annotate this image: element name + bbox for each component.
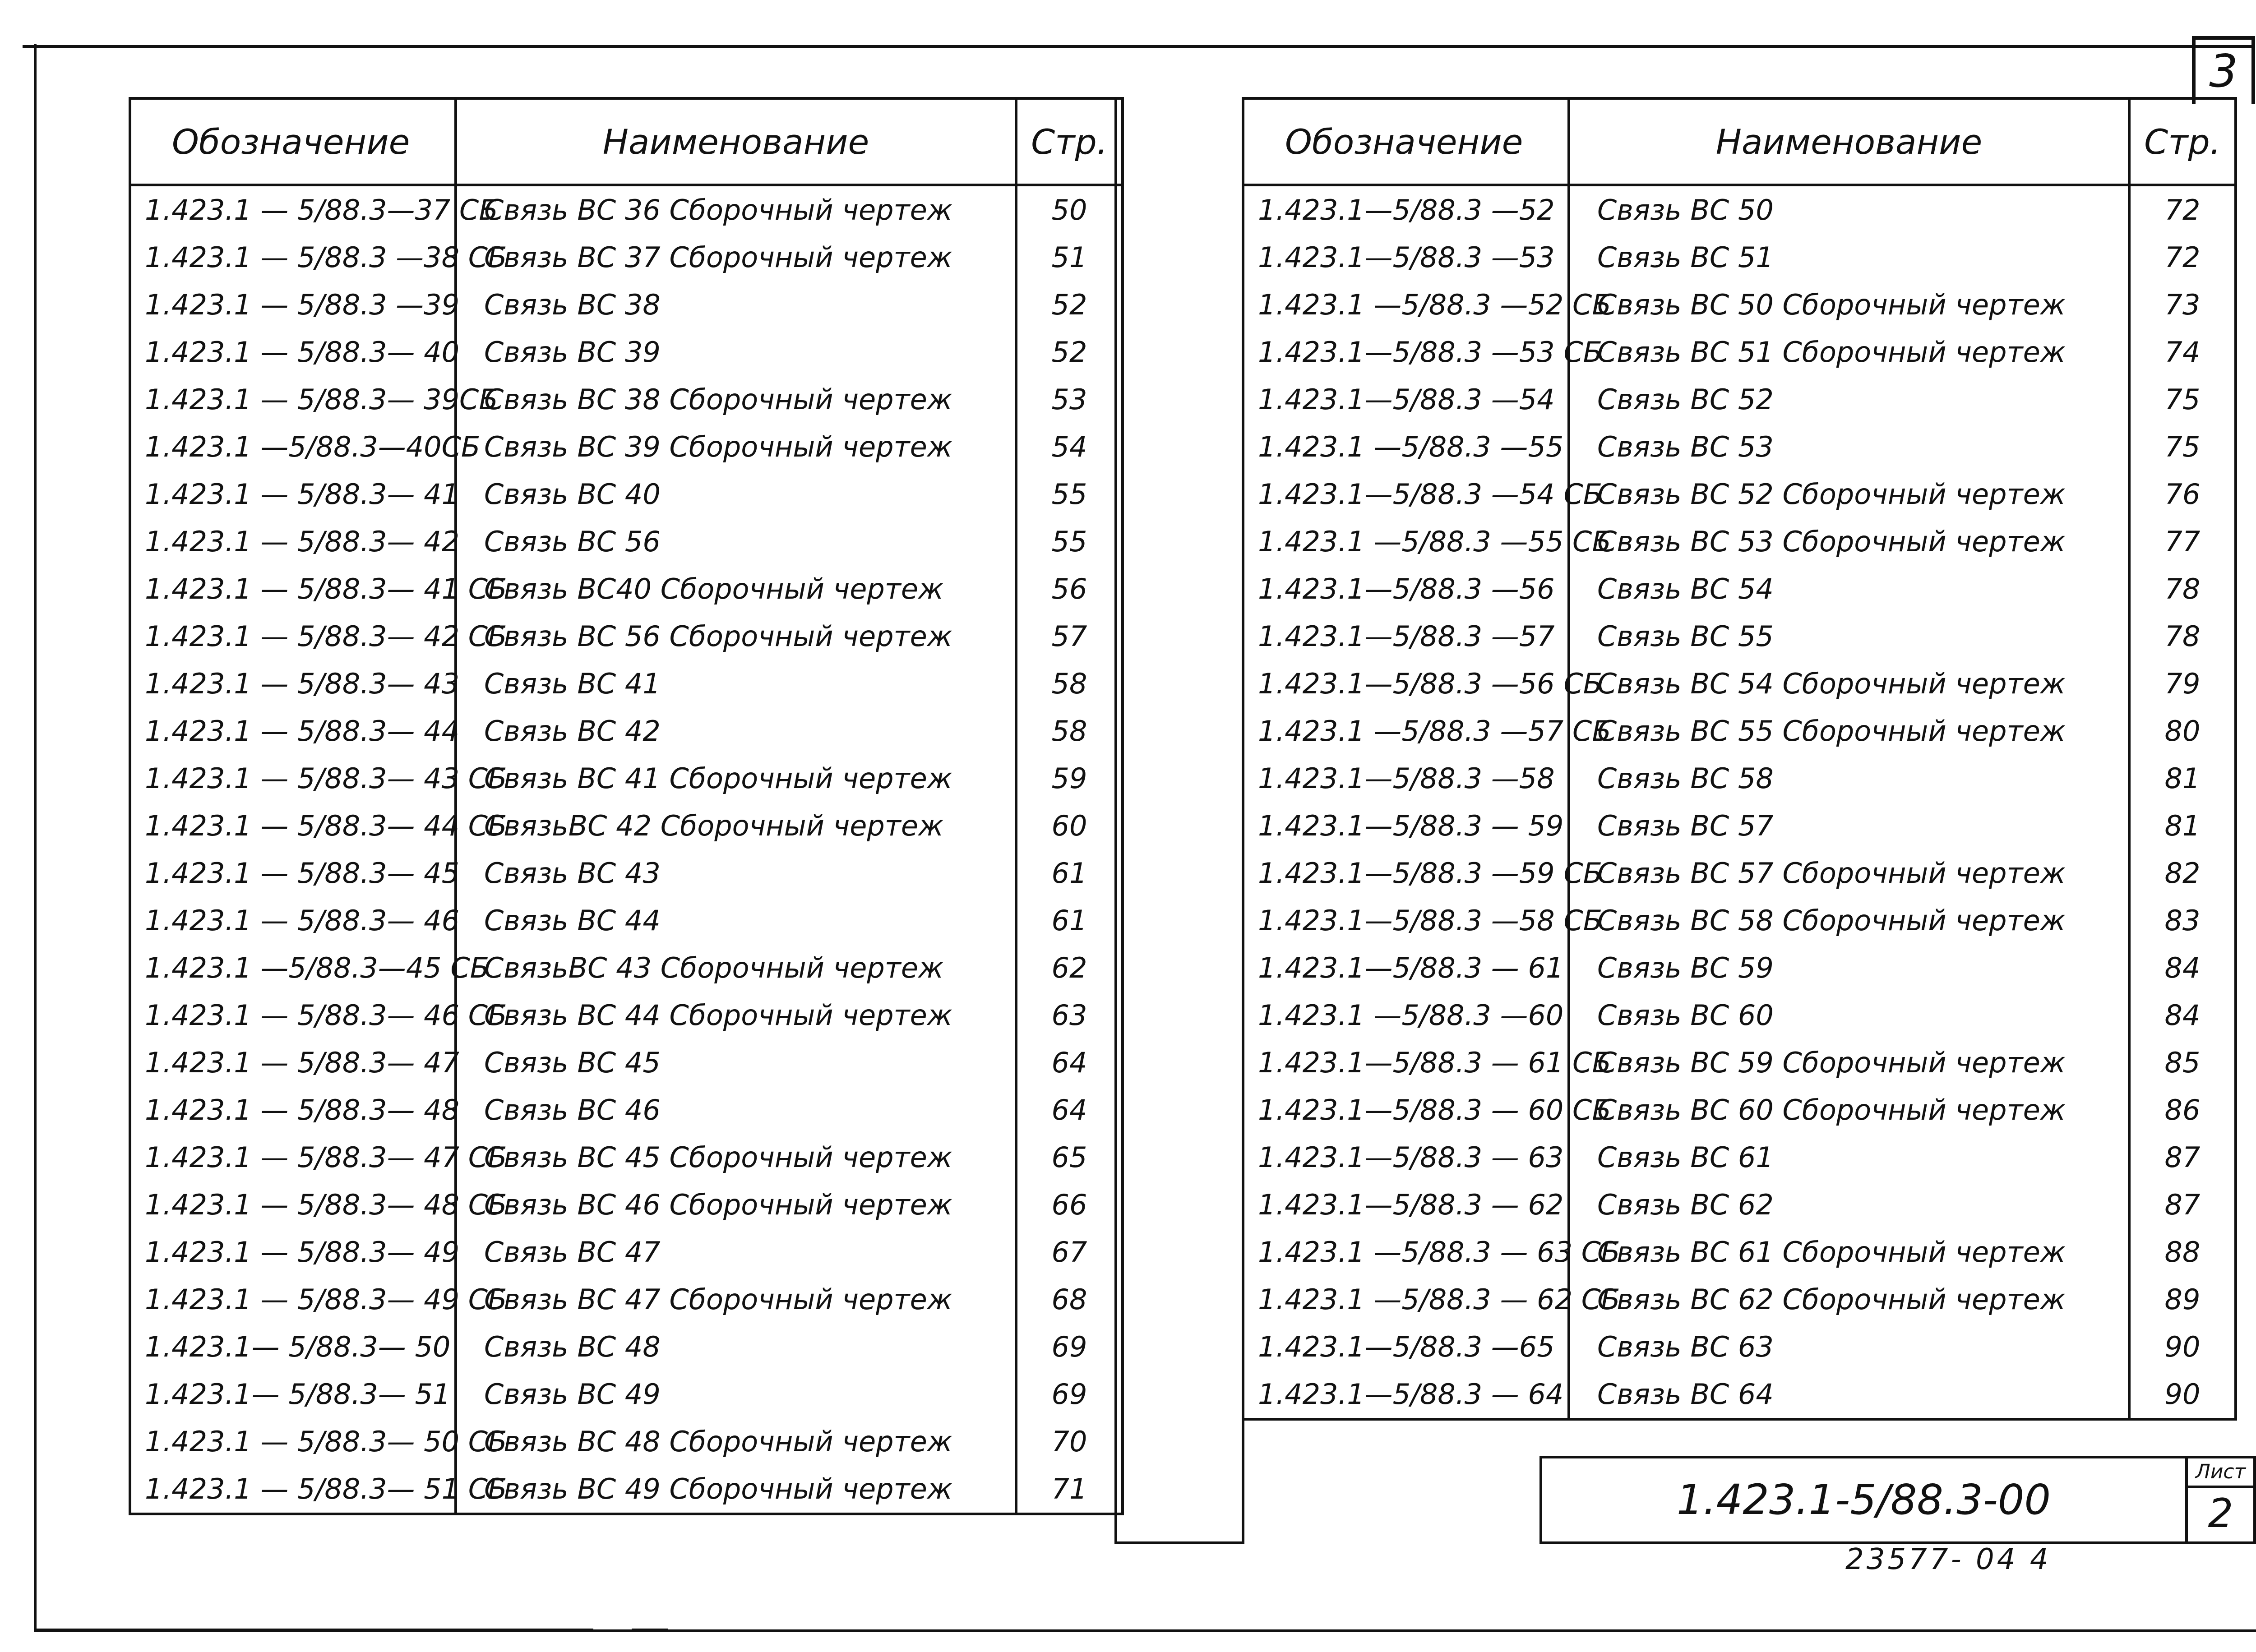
row-code: 1.423.1—5/88.3 —53 — [1243, 234, 1569, 281]
row-page: 71 — [1016, 1465, 1123, 1514]
row-page: 55 — [1016, 471, 1123, 518]
row-code: 1.423.1—5/88.3 —53 СБ — [1243, 328, 1569, 376]
row-page: 73 — [2129, 281, 2236, 328]
row-name: Связь ВС 52 Сборочный чертеж — [1569, 471, 2129, 518]
row-name: Связь ВС 44 — [456, 897, 1016, 944]
row-name: Связь ВС40 Сборочный чертеж — [456, 565, 1016, 613]
row-name: СвязьВС 43 Сборочный чертеж — [456, 944, 1016, 992]
table-row — [1243, 897, 2236, 944]
table-row — [1243, 992, 2236, 1039]
row-page: 66 — [1016, 1181, 1123, 1228]
table-row — [130, 707, 1123, 755]
row-code: 1.423.1 — 5/88.3— 47 СБ — [130, 1134, 456, 1181]
row-code: 1.423.1—5/88.3 —54 — [1243, 376, 1569, 423]
row-name: Связь ВС 60 Сборочный чертеж — [1569, 1086, 2129, 1134]
row-code: 1.423.1 — 5/88.3— 46 — [130, 897, 456, 944]
table-row — [130, 992, 1123, 1039]
row-name: Связь ВС 54 Сборочный чертеж — [1569, 660, 2129, 707]
row-name: Связь ВС 62 Сборочный чертеж — [1569, 1276, 2129, 1323]
row-name: Связь ВС 55 — [1569, 613, 2129, 660]
row-page: 56 — [1016, 565, 1123, 613]
row-code: 1.423.1 — 5/88.3— 42 СБ — [130, 613, 456, 660]
row-page: 69 — [1016, 1323, 1123, 1371]
row-page: 87 — [2129, 1134, 2236, 1181]
row-page: 81 — [2129, 755, 2236, 802]
row-name: Связь ВС 46 Сборочный чертеж — [456, 1181, 1016, 1228]
bottom-border-line — [34, 1629, 593, 1631]
row-name: Связь ВС 48 Сборочный чертеж — [456, 1418, 1016, 1465]
row-code: 1.423.1 — 5/88.3— 48 — [130, 1086, 456, 1134]
row-code: 1.423.1—5/88.3 — 60 СБ — [1243, 1086, 1569, 1134]
row-name: Связь ВС 53 Сборочный чертеж — [1569, 518, 2129, 565]
table-row — [1243, 234, 2236, 281]
table-row — [1243, 328, 2236, 376]
table-row — [130, 944, 1123, 992]
row-code: 1.423.1—5/88.3 —58 — [1243, 755, 1569, 802]
row-name: Связь ВС 38 Сборочный чертеж — [456, 376, 1016, 423]
row-page: 90 — [2129, 1323, 2236, 1371]
left-index-table — [129, 97, 1124, 1515]
row-code: 1.423.1—5/88.3 —58 СБ — [1243, 897, 1569, 944]
header-name: Наименование — [1569, 98, 2129, 185]
row-name: Связь ВС 38 — [456, 281, 1016, 328]
row-page: 82 — [2129, 849, 2236, 897]
table-row — [130, 328, 1123, 376]
row-page: 80 — [2129, 707, 2236, 755]
row-code: 1.423.1 — 5/88.3— 49 — [130, 1228, 456, 1276]
row-code: 1.423.1 — 5/88.3— 50 СБ — [130, 1418, 456, 1465]
row-name: Связь ВС 41 — [456, 660, 1016, 707]
row-code: 1.423.1—5/88.3 —65 — [1243, 1323, 1569, 1371]
row-code: 1.423.1— 5/88.3— 51 — [130, 1371, 456, 1418]
row-name: Связь ВС 44 Сборочный чертеж — [456, 992, 1016, 1039]
row-code: 1.423.1 —5/88.3 —55 СБ — [1243, 518, 1569, 565]
row-name: Связь ВС 41 Сборочный чертеж — [456, 755, 1016, 802]
table-row — [1243, 1086, 2236, 1134]
table-row — [130, 660, 1123, 707]
row-name: Связь ВС 45 — [456, 1039, 1016, 1086]
row-code: 1.423.1 — 5/88.3—37 СБ — [130, 185, 456, 234]
column-separator-bottom — [1114, 1541, 1244, 1544]
table-row — [1243, 185, 2236, 234]
row-page: 67 — [1016, 1228, 1123, 1276]
row-page: 90 — [2129, 1371, 2236, 1419]
row-name: Связь ВС 49 Сборочный чертеж — [456, 1465, 1016, 1514]
table-row — [130, 471, 1123, 518]
row-code: 1.423.1—5/88.3 —57 — [1243, 613, 1569, 660]
row-page: 57 — [1016, 613, 1123, 660]
row-page: 86 — [2129, 1086, 2236, 1134]
table-row — [130, 185, 1123, 234]
row-page: 72 — [2129, 234, 2236, 281]
row-name: Связь ВС 39 Сборочный чертеж — [456, 423, 1016, 471]
row-name: Связь ВС 45 Сборочный чертеж — [456, 1134, 1016, 1181]
table-row — [1243, 1323, 2236, 1371]
row-name: Связь ВС 49 — [456, 1371, 1016, 1418]
table-row — [1243, 613, 2236, 660]
row-name: СвязьВС 42 Сборочный чертеж — [456, 802, 1016, 849]
table-row — [130, 376, 1123, 423]
corner-sheet-number: 3 — [2192, 36, 2255, 104]
row-page: 61 — [1016, 849, 1123, 897]
row-code: 1.423.1—5/88.3 — 62 — [1243, 1181, 1569, 1228]
right-index-table — [1242, 97, 2237, 1421]
sheet-number: 2 — [2208, 1490, 2233, 1537]
document-code: 1.423.1-5/88.3-00 — [1677, 1476, 2051, 1524]
row-page: 69 — [1016, 1371, 1123, 1418]
row-page: 70 — [1016, 1418, 1123, 1465]
row-name: Связь ВС 58 Сборочный чертеж — [1569, 897, 2129, 944]
row-page: 72 — [2129, 185, 2236, 234]
row-page: 59 — [1016, 755, 1123, 802]
row-page: 68 — [1016, 1276, 1123, 1323]
row-code: 1.423.1 —5/88.3 — 63 СБ — [1243, 1228, 1569, 1276]
row-code: 1.423.1 — 5/88.3— 47 — [130, 1039, 456, 1086]
table-row — [130, 565, 1123, 613]
row-code: 1.423.1 —5/88.3 —60 — [1243, 992, 1569, 1039]
row-name: Связь ВС 40 — [456, 471, 1016, 518]
row-page: 75 — [2129, 423, 2236, 471]
row-name: Связь ВС 37 Сборочный чертеж — [456, 234, 1016, 281]
row-page: 79 — [2129, 660, 2236, 707]
row-code: 1.423.1—5/88.3 —59 СБ — [1243, 849, 1569, 897]
row-page: 64 — [1016, 1039, 1123, 1086]
row-name: Связь ВС 50 Сборочный чертеж — [1569, 281, 2129, 328]
table-header-row — [1243, 98, 2236, 185]
row-code: 1.423.1 — 5/88.3— 43 СБ — [130, 755, 456, 802]
table-row — [1243, 944, 2236, 992]
header-page: Стр. — [1016, 98, 1123, 185]
table-row — [130, 1228, 1123, 1276]
table-row — [130, 1134, 1123, 1181]
row-name: Связь ВС 60 — [1569, 992, 2129, 1039]
row-name: Связь ВС 43 — [456, 849, 1016, 897]
row-code: 1.423.1—5/88.3 — 64 — [1243, 1371, 1569, 1419]
table-row — [1243, 423, 2236, 471]
row-page: 52 — [1016, 328, 1123, 376]
table-row — [1243, 1181, 2236, 1228]
row-page: 53 — [1016, 376, 1123, 423]
table-row — [1243, 471, 2236, 518]
table-row — [130, 1039, 1123, 1086]
row-code: 1.423.1 — 5/88.3— 41 — [130, 471, 456, 518]
table-row — [130, 849, 1123, 897]
row-code: 1.423.1 — 5/88.3— 42 — [130, 518, 456, 565]
row-page: 61 — [1016, 897, 1123, 944]
row-name: Связь ВС 36 Сборочный чертеж — [456, 185, 1016, 234]
row-code: 1.423.1 — 5/88.3 —38 СБ — [130, 234, 456, 281]
table-row — [1243, 707, 2236, 755]
row-page: 83 — [2129, 897, 2236, 944]
row-page: 75 — [2129, 376, 2236, 423]
table-row — [1243, 1228, 2236, 1276]
row-page: 50 — [1016, 185, 1123, 234]
table-row — [130, 1086, 1123, 1134]
row-code: 1.423.1 — 5/88.3— 48 СБ — [130, 1181, 456, 1228]
row-code: 1.423.1—5/88.3 —54 СБ — [1243, 471, 1569, 518]
table-row — [130, 897, 1123, 944]
row-code: 1.423.1—5/88.3 — 59 — [1243, 802, 1569, 849]
table-row — [130, 802, 1123, 849]
table-row — [1243, 660, 2236, 707]
row-name: Связь ВС 59 — [1569, 944, 2129, 992]
row-page: 85 — [2129, 1039, 2236, 1086]
row-page: 76 — [2129, 471, 2236, 518]
table-row — [130, 1371, 1123, 1418]
row-name: Связь ВС 56 Сборочный чертеж — [456, 613, 1016, 660]
row-code: 1.423.1 — 5/88.3— 45 — [130, 849, 456, 897]
row-code: 1.423.1 — 5/88.3— 49 СБ — [130, 1276, 456, 1323]
row-name: Связь ВС 61 — [1569, 1134, 2129, 1181]
row-page: 89 — [2129, 1276, 2236, 1323]
row-name: Связь ВС 50 — [1569, 185, 2129, 234]
row-code: 1.423.1 — 5/88.3— 51 СБ — [130, 1465, 456, 1514]
row-name: Связь ВС 54 — [1569, 565, 2129, 613]
row-page: 84 — [2129, 992, 2236, 1039]
header-code: Обозначение — [130, 98, 456, 185]
row-name: Связь ВС 63 — [1569, 1323, 2129, 1371]
header-page: Стр. — [2129, 98, 2236, 185]
table-row — [1243, 1134, 2236, 1181]
row-page: 60 — [1016, 802, 1123, 849]
row-name: Связь ВС 39 — [456, 328, 1016, 376]
row-name: Связь ВС 64 — [1569, 1371, 2129, 1419]
table-row — [130, 755, 1123, 802]
table-row — [130, 613, 1123, 660]
row-code: 1.423.1 —5/88.3 —57 СБ — [1243, 707, 1569, 755]
row-page: 88 — [2129, 1228, 2236, 1276]
row-page: 77 — [2129, 518, 2236, 565]
row-name: Связь ВС 61 Сборочный чертеж — [1569, 1228, 2129, 1276]
row-code: 1.423.1 — 5/88.3— 46 СБ — [130, 992, 456, 1039]
sheet-label: Лист — [2188, 1458, 2253, 1488]
row-page: 78 — [2129, 613, 2236, 660]
row-code: 1.423.1 —5/88.3—45 СБ — [130, 944, 456, 992]
row-page: 81 — [2129, 802, 2236, 849]
table-row — [1243, 1039, 2236, 1086]
table-row — [1243, 281, 2236, 328]
row-name: Связь ВС 55 Сборочный чертеж — [1569, 707, 2129, 755]
row-page: 74 — [2129, 328, 2236, 376]
row-code: 1.423.1— 5/88.3— 50 — [130, 1323, 456, 1371]
row-code: 1.423.1 — 5/88.3— 43 — [130, 660, 456, 707]
table-row — [1243, 849, 2236, 897]
row-code: 1.423.1—5/88.3 — 63 — [1243, 1134, 1569, 1181]
row-name: Связь ВС 48 — [456, 1323, 1016, 1371]
row-page: 58 — [1016, 707, 1123, 755]
header-name: Наименование — [456, 98, 1016, 185]
row-code: 1.423.1 — 5/88.3— 41 СБ — [130, 565, 456, 613]
column-separator-right — [1242, 97, 1244, 1544]
table-row — [1243, 802, 2236, 849]
row-page: 87 — [2129, 1181, 2236, 1228]
table-row — [1243, 1276, 2236, 1323]
row-page: 51 — [1016, 234, 1123, 281]
left-index-rows — [130, 185, 1123, 1514]
table-row — [130, 1465, 1123, 1514]
row-page: 64 — [1016, 1086, 1123, 1134]
row-name: Связь ВС 42 — [456, 707, 1016, 755]
row-code: 1.423.1 —5/88.3—40СБ — [130, 423, 456, 471]
row-name: Связь ВС 46 — [456, 1086, 1016, 1134]
row-code: 1.423.1 —5/88.3 —55 — [1243, 423, 1569, 471]
row-name: Связь ВС 47 Сборочный чертеж — [456, 1276, 1016, 1323]
table-row — [130, 1181, 1123, 1228]
table-row — [130, 423, 1123, 471]
row-name: Связь ВС 51 — [1569, 234, 2129, 281]
row-page: 54 — [1016, 423, 1123, 471]
table-row — [1243, 376, 2236, 423]
row-code: 1.423.1—5/88.3 —56 — [1243, 565, 1569, 613]
row-code: 1.423.1 — 5/88.3— 40 — [130, 328, 456, 376]
table-row — [130, 234, 1123, 281]
row-name: Связь ВС 57 Сборочный чертеж — [1569, 849, 2129, 897]
title-block — [1539, 1456, 2256, 1544]
table-row — [1243, 1371, 2236, 1419]
sheet-cell — [2185, 1458, 2253, 1541]
row-page: 58 — [1016, 660, 1123, 707]
row-code: 1.423.1—5/88.3 —52 — [1243, 185, 1569, 234]
row-name: Связь ВС 51 Сборочный чертеж — [1569, 328, 2129, 376]
right-index-rows — [1243, 185, 2236, 1419]
table-header-row — [130, 98, 1123, 185]
table-row — [130, 1276, 1123, 1323]
row-code: 1.423.1 — 5/88.3— 44 — [130, 707, 456, 755]
row-page: 65 — [1016, 1134, 1123, 1181]
row-page: 62 — [1016, 944, 1123, 992]
row-page: 52 — [1016, 281, 1123, 328]
table-row — [130, 1418, 1123, 1465]
table-row — [1243, 565, 2236, 613]
row-code: 1.423.1 — 5/88.3 —39 — [130, 281, 456, 328]
row-code: 1.423.1—5/88.3 — 61 — [1243, 944, 1569, 992]
bottom-border-fragment — [632, 1629, 668, 1631]
row-name: Связь ВС 57 — [1569, 802, 2129, 849]
column-separator-left — [1114, 97, 1117, 1544]
table-row — [1243, 755, 2236, 802]
row-name: Связь ВС 52 — [1569, 376, 2129, 423]
row-code: 1.423.1 —5/88.3 — 62 СБ — [1243, 1276, 1569, 1323]
archive-number: 23577- 04 4 — [1845, 1543, 2051, 1576]
row-page: 63 — [1016, 992, 1123, 1039]
table-row — [130, 1323, 1123, 1371]
table-row — [130, 518, 1123, 565]
row-code: 1.423.1—5/88.3 — 61 СБ — [1243, 1039, 1569, 1086]
row-page: 84 — [2129, 944, 2236, 992]
row-name: Связь ВС 56 — [456, 518, 1016, 565]
row-name: Связь ВС 59 Сборочный чертеж — [1569, 1039, 2129, 1086]
row-code: 1.423.1 — 5/88.3— 44 СБ — [130, 802, 456, 849]
table-row — [1243, 518, 2236, 565]
row-name: Связь ВС 47 — [456, 1228, 1016, 1276]
row-code: 1.423.1 —5/88.3 —52 СБ — [1243, 281, 1569, 328]
row-name: Связь ВС 53 — [1569, 423, 2129, 471]
row-code: 1.423.1 — 5/88.3— 39СБ — [130, 376, 456, 423]
row-code: 1.423.1—5/88.3 —56 СБ — [1243, 660, 1569, 707]
row-page: 55 — [1016, 518, 1123, 565]
row-page: 78 — [2129, 565, 2236, 613]
row-name: Связь ВС 58 — [1569, 755, 2129, 802]
table-row — [130, 281, 1123, 328]
header-code: Обозначение — [1243, 98, 1569, 185]
row-name: Связь ВС 62 — [1569, 1181, 2129, 1228]
